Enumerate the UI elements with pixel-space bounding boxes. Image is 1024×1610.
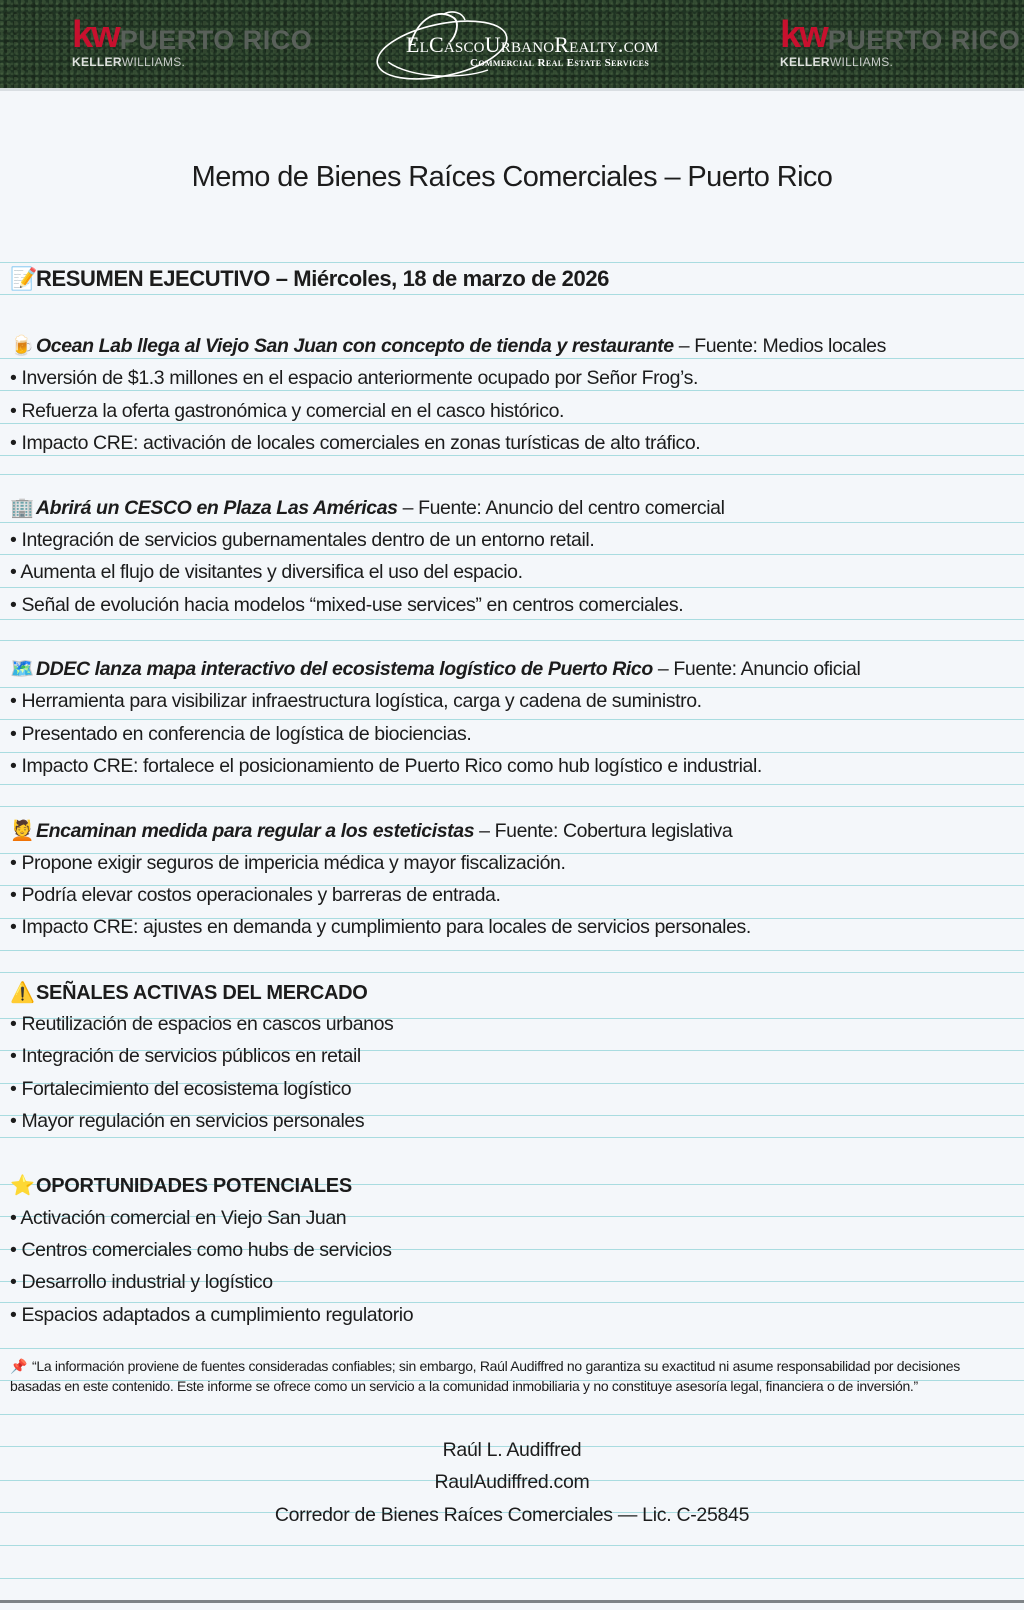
world-map-icon: 🗺️ [10, 658, 34, 680]
header-banner [0, 0, 1024, 91]
list-item: • Impacto CRE: activación de locales comerciales en zonas turísticas de alto tráfico. [10, 432, 701, 454]
list-item: • Integración de servicios públicos en retail [10, 1045, 361, 1067]
massage-icon: 💆 [10, 820, 34, 842]
news-headline: 🍺 Ocean Lab llega al Viejo San Juan con concepto de tienda y restaurante – Fuente: Medios locales [10, 335, 886, 357]
memo-title: Memo de Bienes Raíces Comerciales – Puerto Rico [191, 161, 833, 193]
list-item: • Integración de servicios gubernamentales dentro de un entorno retail. [10, 529, 595, 551]
signature-website[interactable]: RaulAudiffred.com [434, 1471, 590, 1493]
kw-puerto-rico-logo-right[interactable] [780, 16, 1020, 69]
signature-name: Raúl L. Audiffred [442, 1439, 582, 1461]
bottom-border [0, 1600, 1024, 1603]
office-building-icon: 🏢 [10, 497, 34, 519]
list-item: • Centros comerciales como hubs de servicios [10, 1239, 392, 1261]
news-headline: 🏢 Abrirá un CESCO en Plaza Las Américas – Fuente: Anuncio del centro comercial [10, 497, 725, 519]
executive-summary-heading: 📝RESUMEN EJECUTIVO – Miércoles, 18 de marzo de 2026 [10, 266, 610, 291]
list-item: • Aumenta el flujo de visitantes y diversifica el uso del espacio. [10, 561, 523, 583]
memo-icon: 📝 [10, 266, 37, 291]
list-item: • Desarrollo industrial y logístico [10, 1271, 273, 1293]
brand-name: ElCascoUrbanoRealty.com [406, 32, 659, 57]
disclaimer-line: 📌 “La información proviene de fuentes consideradas confiables; sin embargo, Raúl Audiffred no garantiza su exactitud ni asume responsabilidad por decisiones [10, 1358, 960, 1374]
el-casco-urbano-realty-logo[interactable] [370, 6, 660, 82]
kw-puerto-rico-logo-left[interactable] [72, 16, 312, 69]
list-item: • Refuerza la oferta gastronómica y comercial en el casco histórico. [10, 400, 565, 422]
market-signals-heading: ⚠️SEÑALES ACTIVAS DEL MERCADO [10, 982, 368, 1004]
list-item: • Inversión de $1.3 millones en el espacio anteriormente ocupado por Señor Frog’s. [10, 367, 699, 389]
kw-region: PUERTO RICO [827, 25, 1021, 55]
list-item: • Señal de evolución hacia modelos “mixed-use services” en centros comerciales. [10, 594, 684, 616]
disclaimer-line: basadas en este contenido. Este informe se ofrece como un servicio a la comunidad inmobiliaria y no constituye asesoría legal, financiera o de inversión.” [10, 1378, 918, 1394]
brand-tagline: Commercial Real Estate Services [470, 57, 650, 69]
list-item: • Herramienta para visibilizar infraestructura logística, carga y cadena de suministro. [10, 690, 702, 712]
list-item: • Fortalecimiento del ecosistema logístico [10, 1078, 352, 1100]
list-item: • Impacto CRE: ajustes en demanda y cumplimiento para locales de servicios personales. [10, 916, 751, 938]
news-headline: 💆 Encaminan medida para regular a los esteticistas – Fuente: Cobertura legislativa [10, 820, 733, 842]
list-item: • Espacios adaptados a cumplimiento regulatorio [10, 1304, 414, 1326]
pushpin-icon: 📌 [10, 1358, 28, 1374]
kw-region: PUERTO RICO [119, 25, 313, 55]
kw-sub: KELLERWILLIAMS. [72, 55, 186, 69]
kw-mark: kw [780, 14, 827, 56]
list-item: • Reutilización de espacios en cascos urbanos [10, 1013, 394, 1035]
list-item: • Presentado en conferencia de logística de biociencias. [10, 723, 472, 745]
kw-sub: KELLERWILLIAMS. [780, 55, 894, 69]
list-item: • Impacto CRE: fortalece el posicionamiento de Puerto Rico como hub logístico e industrial. [10, 755, 762, 777]
news-headline: 🗺️ DDEC lanza mapa interactivo del ecosistema logístico de Puerto Rico – Fuente: Anuncio oficial [10, 658, 861, 680]
kw-mark: kw [72, 14, 119, 56]
opportunities-heading: ⭐OPORTUNIDADES POTENCIALES [10, 1175, 352, 1197]
list-item: • Podría elevar costos operacionales y barreras de entrada. [10, 884, 501, 906]
list-item: • Activación comercial en Viejo San Juan [10, 1207, 347, 1229]
list-item: • Propone exigir seguros de impericia médica y mayor fiscalización. [10, 852, 566, 874]
list-item: • Mayor regulación en servicios personales [10, 1110, 365, 1132]
star-icon: ⭐ [10, 1175, 35, 1197]
beer-icon: 🍺 [10, 335, 34, 357]
warning-icon: ⚠️ [10, 982, 35, 1004]
signature-credential: Corredor de Bienes Raíces Comerciales — Lic. C-25845 [274, 1504, 750, 1526]
